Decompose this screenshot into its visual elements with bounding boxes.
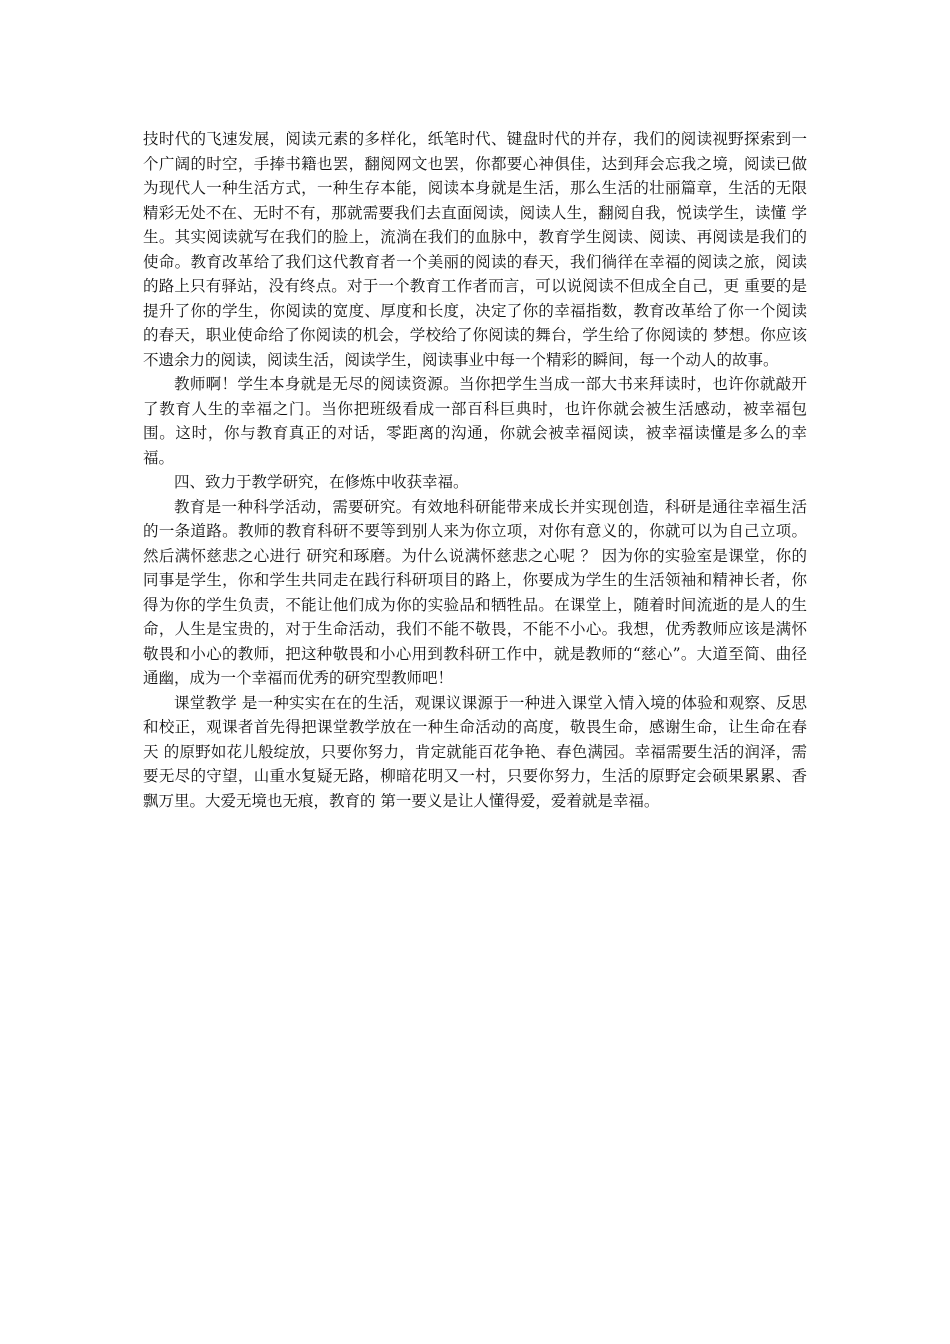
paragraph-2: 教师啊！学生本身就是无尽的阅读资源。当你把学生当成一部大书来拜读时，也许你就敲开了教育人生的幸福之门。当你把班级看成一部百科巨典时，也许你就会被生活感动，被幸福包围。这时，你与教育真正的对话，零距离的沟通，你就会被幸福阅读，被幸福读懂是多么的幸福。 <box>143 375 807 467</box>
document-page <box>143 127 807 813</box>
paragraph-1: 技时代的飞速发展，阅读元素的多样化，纸笔时代、键盘时代的并存，我们的阅读视野探索到一个广阔的时空，手捧书籍也罢，翻阅网文也罢，你都要心神俱佳，达到拜会忘我之境，阅读已做为现代人一种生活方式，一种生存本能，阅读本身就是生活，那么生活的壮丽篇章，生活的无限精彩无处不在、无时不有，那就需要我们去直面阅读，阅读人生，翻阅自我，悦读学生，读懂 学生。其实阅读就写在我们的脸上，流淌在我们的血脉中，教育学生阅读、阅读、再阅读是我们的使命。教育改革给了我们这代教育者一个美丽的阅读的春天，我们徜徉在幸福的阅读之旅，阅读的路上只有驿站，没有终点。对于一个教育工作者而言，可以说阅读不但成全自己，更 重要的是提升了你的学生，你阅读的宽度、厚度和长度，决定了你的幸福指数，教育改革给了你一个阅读的春天，职业使命给了你阅读的机会，学校给了你阅读的舞台，学生给了你阅读的 梦想。你应该不遗余力的阅读，阅读生活，阅读学生，阅读事业中每一个精彩的瞬间，每一个动人的故事。 <box>143 130 807 369</box>
paragraph-3: 教育是一种科学活动，需要研究。有效地科研能带来成长并实现创造，科研是通往幸福生活的一条道路。教师的教育科研不要等到别人来为你立项，对你有意义的，你就可以为自己立项。然后满怀慈悲之心进行 研究和琢磨。为什么说满怀慈悲之心呢 ？ 因为你的实验室是课堂，你的同事是学生，你和学生共同走在践行科研项目的路上，你要成为学生的生活领袖和精神长者，你得为你的学生负责，不能让他们成为你的实验品和牺牲品。在课堂上，随着时间流逝的是人的生命，人生是宝贵的，对于生命活动，我们不能不敬畏，不能不小心。我想，优秀教师应该是满怀敬畏和小心的教师，把这种敬畏和小心用到教科研工作中，就是教师的“慈心”。大道至简、曲径通幽，成为一个幸福而优秀的研究型教师吧！ <box>143 497 807 687</box>
paragraph-4: 课堂教学 是一种实实在在的生活，观课议课源于一种进入课堂入情入境的体验和观察、反思和校正，观课者首先得把课堂教学放在一种生命活动的高度，敬畏生命，感谢生命，让生命在春天 的原野如花儿般绽放，只要你努力，肯定就能百花争艳、春色满园。幸福需要生活的润泽，需要无尽的守望，山重水复疑无路，柳暗花明又一村，只要你努力，生活的原野定会硕果累累、香飘万里。大爱无境也无痕，教育的 第一要义是让人懂得爱，爱着就是幸福。 <box>143 693 807 810</box>
section-heading: 四、致力于教学研究，在修炼中收获幸福。 <box>174 473 469 491</box>
